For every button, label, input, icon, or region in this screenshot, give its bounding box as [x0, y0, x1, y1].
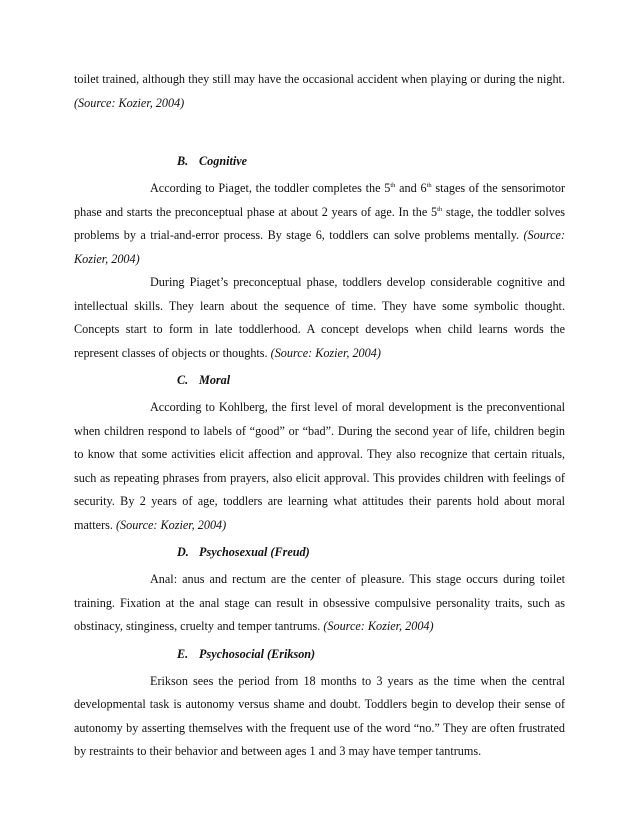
source-citation: (Source: Kozier, 2004)	[74, 228, 566, 266]
source-citation: (Source: Kozier, 2004)	[74, 95, 185, 110]
intro-text: toilet trained, although they still may have the occasional accident when playing or during the night.	[74, 72, 565, 86]
source-citation: (Source: Kozier, 2004)	[323, 619, 434, 633]
paragraph-text: During Piaget’s preconceptual phase, toddlers develop considerable cognitive and intellectual skills. They learn about the sequence of time. They have some symbolic thought. Concepts start to form in late toddlerhood. A concept develops when child learns words the represent classes of objects or thoughts.	[74, 275, 565, 360]
intro-paragraph	[74, 68, 565, 115]
document-body	[74, 68, 565, 764]
section-title: Moral	[199, 373, 231, 387]
section-heading-cognitive	[74, 146, 565, 177]
section-heading-moral	[74, 365, 565, 396]
section-title: Psychosexual (Freud)	[199, 545, 310, 559]
section-letter: D.	[177, 545, 189, 559]
section-title: Cognitive	[199, 154, 248, 168]
paragraph-text: Anal: anus and rectum are the center of pleasure. This stage occurs during toilet training. Fixation at the anal stage can result in obsessive compulsive personality traits, such as obstinacy, stinginess, cruelty and temper tantrums.	[74, 572, 565, 633]
text-segment: stages of the sensorimotor phase and starts the preconceptual phase at about 2 years of age. In the 5	[74, 181, 566, 219]
section-heading-psychosexual	[74, 537, 565, 568]
superscript: th	[390, 181, 396, 189]
superscript: th	[426, 181, 432, 189]
section-letter: E.	[177, 646, 189, 661]
superscript: th	[437, 205, 443, 213]
psychosexual-paragraph	[74, 568, 565, 639]
section-letter: C.	[177, 373, 189, 387]
paragraph-text: According to Kohlberg, the first level of moral development is the preconventional when children respond to labels of “good” or “bad”. During the second year of life, children begin to know that some activities elicit affection and approval. They also recognize that certain rituals, such as repeating phrases from prayers, also elicit approval. This provides children with feelings of security. By 2 years of age, toddlers are learning what attitudes their parents hold about moral matters.	[74, 400, 565, 532]
spacer	[74, 115, 565, 146]
text-segment: stage, the toddler solves problems by a trial-and-error process. By stage 6, toddlers can solve problems mentally.	[74, 204, 566, 242]
paragraph-text: Erikson sees the period from 18 months to 3 years as the time when the central developmental task is autonomy versus shame and doubt. Toddlers begin to develop their sense of autonomy by asserting themselves with the frequent use of the word “no.” They are often frustrated by restraints to their behavior and between ages 1 and 3 may have temper tantrums.	[74, 673, 565, 758]
section-title: Psychosocial (Erikson)	[199, 646, 316, 661]
moral-paragraph	[74, 396, 565, 537]
cognitive-paragraph-2	[74, 271, 565, 365]
source-citation: (Source: Kozier, 2004)	[115, 517, 227, 532]
section-letter: B.	[177, 154, 189, 168]
text-segment: According to Piaget, the toddler completes the 5	[150, 181, 391, 195]
cognitive-paragraph-1	[74, 177, 565, 271]
psychosocial-paragraph	[74, 670, 565, 764]
text-segment: and 6	[395, 181, 427, 195]
section-heading-psychosocial	[74, 639, 565, 670]
source-citation: (Source: Kozier, 2004)	[270, 345, 381, 360]
